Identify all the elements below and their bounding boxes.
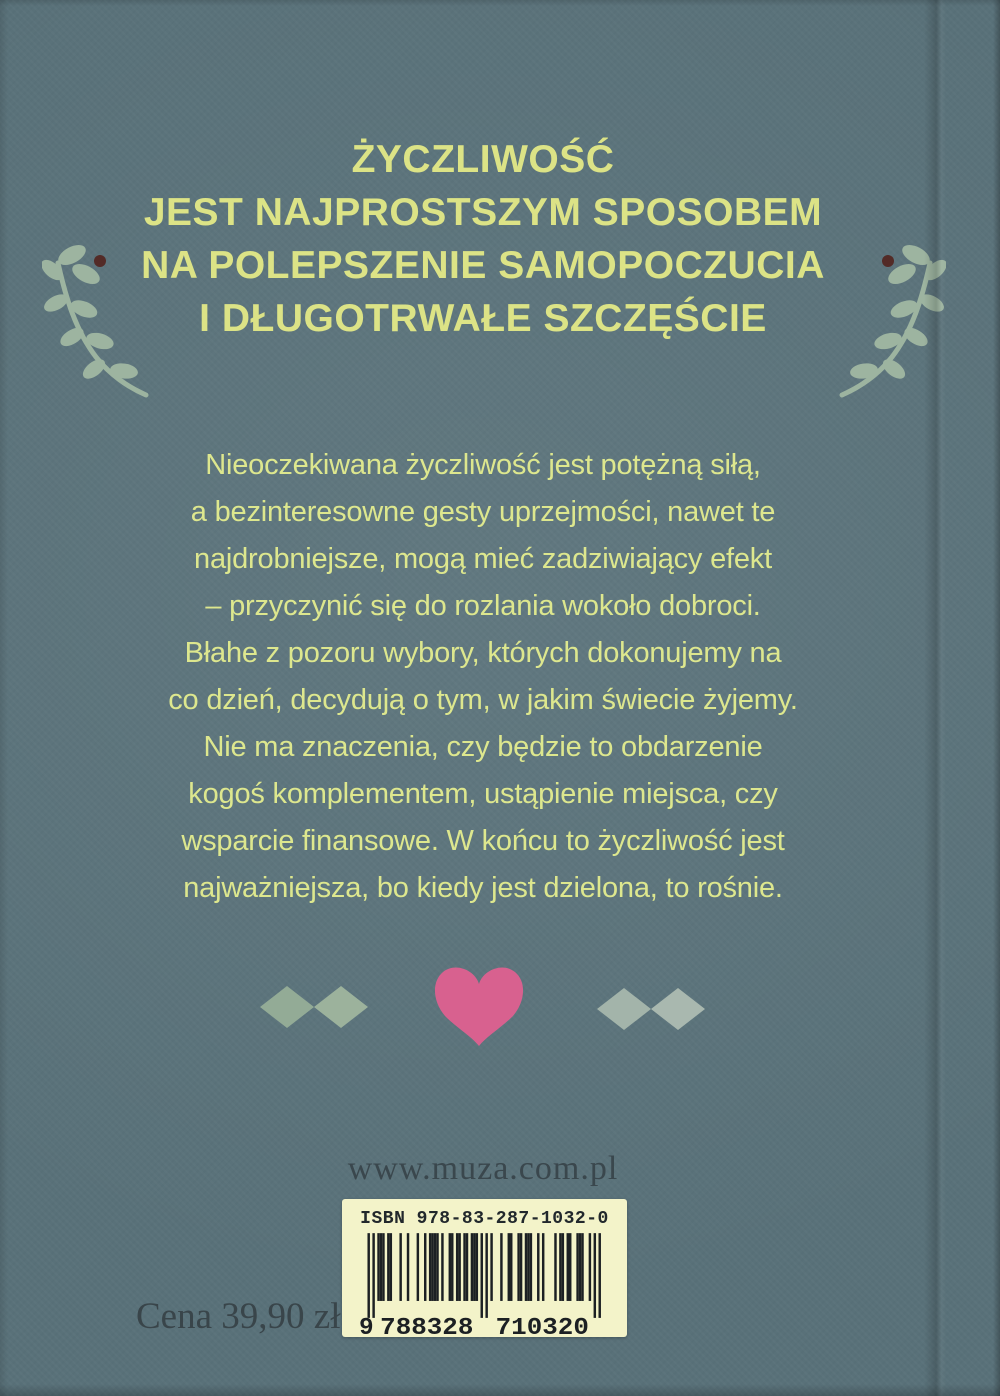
headline-line: NA POLEPSZENIE SAMOPOCZUCIA — [141, 244, 825, 287]
publisher-website: www.muza.com.pl — [347, 1150, 619, 1187]
barcode-label — [342, 1199, 627, 1337]
cover-edge-shadow — [0, 1384, 1000, 1396]
isbn-text: ISBN 978-83-287-1032-0 — [360, 1209, 609, 1229]
blurb-line: kogoś komplementem, ustąpienie miejsca, czy — [188, 778, 778, 810]
blurb-line: Nie ma znaczenia, czy będzie to obdarzenie — [203, 731, 763, 763]
barcode-digit-first: 9 — [359, 1314, 374, 1335]
diamond-icon — [314, 986, 368, 1028]
headline-line: JEST NAJPROSTSZYM SPOSOBEM — [143, 191, 823, 234]
laurel-branch-icon — [42, 243, 152, 403]
blurb-line: wsparcie finansowe. W końcu to życzliwość jest — [181, 825, 785, 857]
cover-edge-shadow — [993, 0, 1000, 1396]
cover-edge-shadow — [0, 0, 1000, 6]
price-text: Cena 39,90 zł — [136, 1296, 341, 1337]
blurb-line: co dzień, decydują o tym, w jakim świecie żyjemy. — [168, 684, 798, 716]
berry-icon — [882, 255, 894, 267]
laurel-branch-icon — [836, 243, 946, 403]
headline-line: ŻYCZLIWOŚĆ — [351, 138, 615, 181]
ean13-barcode — [359, 1233, 609, 1335]
barcode-digits-group1: 788328 — [380, 1314, 474, 1335]
heart-icon — [431, 960, 527, 1048]
blurb — [0, 442, 966, 912]
blurb-line: Błahe z pozoru wybory, których dokonujemy na — [184, 637, 782, 669]
blurb-line: najdrobniejsze, mogą mieć zadziwiający efekt — [194, 543, 772, 575]
diamond-icon — [260, 986, 314, 1028]
blurb-line: najważniejsza, bo kiedy jest dzielona, to rośnie. — [183, 872, 783, 904]
berry-icon — [94, 255, 106, 267]
blurb-line: a bezinteresowne gesty uprzejmości, nawet te — [190, 496, 776, 528]
blurb-line: – przyczynić się do rozlania wokoło dobroci. — [205, 590, 761, 622]
headline-line: I DŁUGOTRWAŁE SZCZĘŚCIE — [199, 297, 767, 340]
blurb-line: Nieoczekiwana życzliwość jest potężną siłą, — [205, 449, 761, 481]
barcode-digits-group2: 710320 — [495, 1314, 589, 1335]
diamond-icon — [597, 988, 651, 1030]
barcode-bars — [367, 1233, 600, 1318]
diamond-icon — [651, 988, 705, 1030]
